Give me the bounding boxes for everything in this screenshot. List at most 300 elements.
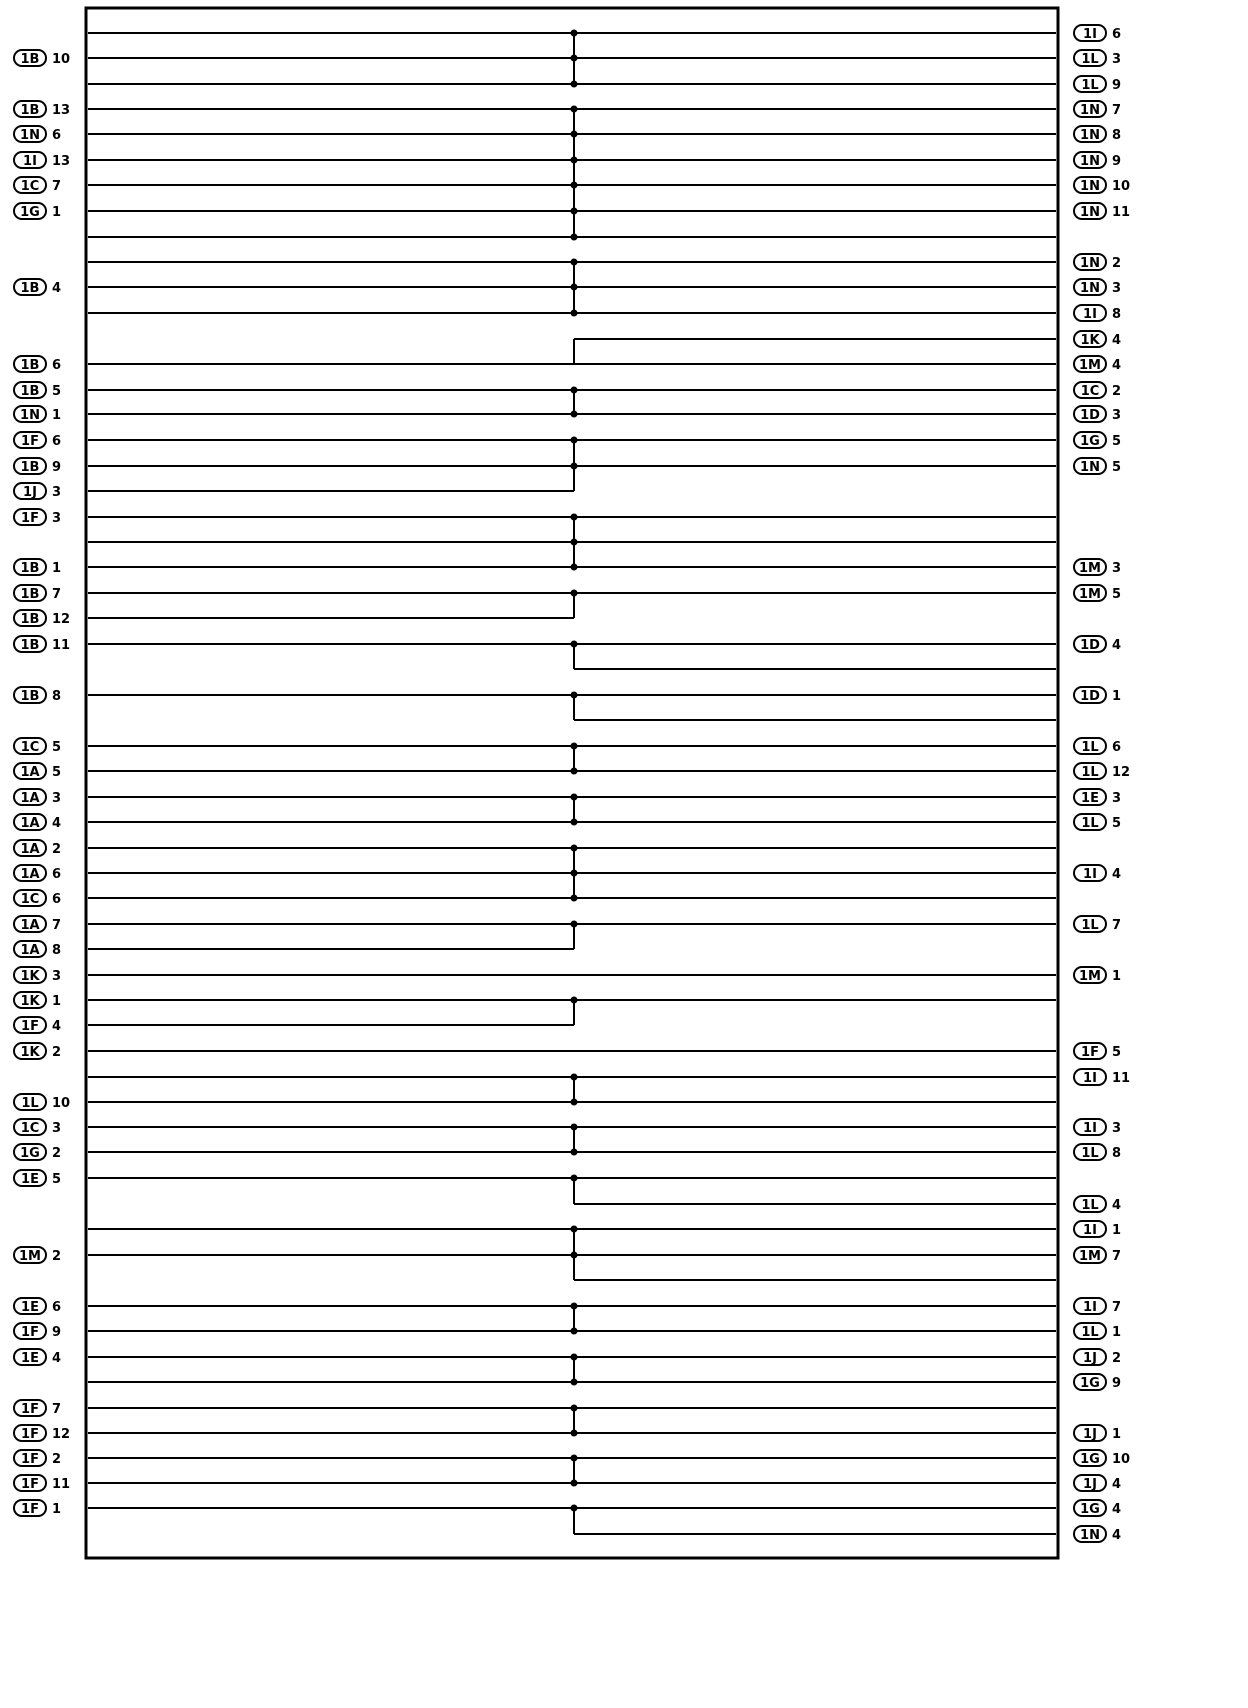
connector-id: 1A xyxy=(20,842,40,857)
pin-number: 7 xyxy=(52,587,62,602)
left-connector-label xyxy=(14,890,61,907)
pin-number: 1 xyxy=(1112,1223,1122,1238)
connector-id: 1G xyxy=(1080,1452,1100,1467)
connector-id: 1I xyxy=(1083,1071,1097,1086)
pin-number: 3 xyxy=(1112,408,1122,423)
junction-dot xyxy=(571,1149,578,1156)
connector-id: 1J xyxy=(23,485,37,500)
pin-number: 2 xyxy=(52,1249,62,1264)
junction-dot xyxy=(571,692,578,699)
connector-id: 1F xyxy=(21,1477,39,1492)
left-connector-label xyxy=(14,483,61,500)
pin-number: 11 xyxy=(1112,205,1131,220)
connector-id: 1F xyxy=(1081,1045,1099,1060)
junction-dot xyxy=(571,157,578,164)
pin-number: 10 xyxy=(1112,1452,1131,1467)
pin-number: 1 xyxy=(52,561,62,576)
pin-number: 4 xyxy=(1112,333,1122,348)
left-connector-label xyxy=(14,1323,61,1340)
left-connector-label xyxy=(14,1017,61,1034)
junction-dot xyxy=(571,310,578,317)
connector-id: 1N xyxy=(20,408,40,423)
connector-id: 1M xyxy=(1079,1249,1101,1264)
pin-number: 5 xyxy=(52,765,62,780)
connector-id: 1K xyxy=(1080,333,1100,348)
right-connector-label xyxy=(1074,1349,1121,1366)
connector-id: 1L xyxy=(1081,78,1099,93)
pin-number: 13 xyxy=(52,154,71,169)
connector-id: 1D xyxy=(1080,638,1100,653)
left-connector-label xyxy=(14,1043,61,1060)
pin-number: 4 xyxy=(1112,358,1122,373)
pin-number: 5 xyxy=(1112,816,1122,831)
connector-id: 1M xyxy=(1079,561,1101,576)
connector-id: 1F xyxy=(21,1325,39,1340)
connector-id: 1C xyxy=(20,892,40,907)
pin-number: 1 xyxy=(52,1502,62,1517)
pin-number: 7 xyxy=(1112,103,1122,118)
junction-dot xyxy=(571,1505,578,1512)
pin-number: 10 xyxy=(52,52,71,67)
pin-number: 4 xyxy=(1112,867,1122,882)
connector-id: 1F xyxy=(21,1427,39,1442)
junction-dot xyxy=(571,1430,578,1437)
connector-id: 1K xyxy=(20,994,40,1009)
left-connector-label xyxy=(14,1475,70,1492)
connector-id: 1E xyxy=(1081,791,1099,806)
pin-number: 8 xyxy=(1112,307,1122,322)
pin-number: 12 xyxy=(52,1427,71,1442)
left-connector-label xyxy=(14,814,61,831)
left-connector-label xyxy=(14,203,61,220)
junction-dot xyxy=(571,1226,578,1233)
pin-number: 6 xyxy=(52,128,62,143)
connector-id: 1L xyxy=(1081,1146,1099,1161)
pin-number: 13 xyxy=(52,103,71,118)
right-connector-label xyxy=(1074,967,1121,984)
connector-id: 1B xyxy=(20,587,40,602)
connector-id: 1M xyxy=(19,1249,41,1264)
junction-dot xyxy=(571,539,578,546)
right-connector-label xyxy=(1074,687,1121,704)
junction-dot xyxy=(571,895,578,902)
right-connector-label xyxy=(1074,1500,1121,1517)
left-connector-labels xyxy=(14,50,70,1517)
junction-dot xyxy=(571,208,578,215)
pin-number: 4 xyxy=(52,1019,62,1034)
pin-number: 5 xyxy=(52,740,62,755)
connector-id: 1C xyxy=(20,179,40,194)
left-connector-label xyxy=(14,840,61,857)
junction-dot xyxy=(571,845,578,852)
junction-dot xyxy=(571,768,578,775)
junction-dot xyxy=(571,1328,578,1335)
connector-id: 1B xyxy=(20,384,40,399)
connector-id: 1L xyxy=(1081,740,1099,755)
left-connector-label xyxy=(14,585,61,602)
connector-id: 1K xyxy=(20,969,40,984)
pin-number: 2 xyxy=(52,1452,62,1467)
right-connector-label xyxy=(1074,50,1121,67)
pin-number: 6 xyxy=(52,434,62,449)
junction-dot xyxy=(571,1480,578,1487)
left-connector-label xyxy=(14,279,61,296)
pin-number: 3 xyxy=(1112,52,1122,67)
left-connector-label xyxy=(14,738,61,755)
junction-dot xyxy=(571,1405,578,1412)
pin-number: 12 xyxy=(52,612,71,627)
connector-id: 1N xyxy=(1080,179,1100,194)
connector-id: 1N xyxy=(1080,128,1100,143)
junction-dot xyxy=(571,259,578,266)
connector-id: 1E xyxy=(21,1300,39,1315)
pin-number: 4 xyxy=(52,281,62,296)
pin-number: 6 xyxy=(52,358,62,373)
connector-id: 1L xyxy=(1081,1198,1099,1213)
pin-number: 6 xyxy=(1112,27,1122,42)
left-connector-label xyxy=(14,967,61,984)
junction-dot xyxy=(571,234,578,241)
pin-number: 5 xyxy=(1112,587,1122,602)
pin-number: 2 xyxy=(52,1146,62,1161)
left-connector-label xyxy=(14,382,61,399)
junction-dot xyxy=(571,1354,578,1361)
right-connector-label xyxy=(1074,738,1121,755)
left-connector-label xyxy=(14,432,61,449)
right-connector-label xyxy=(1074,763,1130,780)
right-connector-label xyxy=(1074,1526,1121,1543)
connector-id: 1F xyxy=(21,511,39,526)
pin-number: 6 xyxy=(52,867,62,882)
junction-dot xyxy=(571,564,578,571)
left-connector-label xyxy=(14,1247,61,1264)
left-connector-label xyxy=(14,763,61,780)
junction-dot xyxy=(571,411,578,418)
pin-number: 4 xyxy=(52,1351,62,1366)
connector-id: 1B xyxy=(20,52,40,67)
pin-number: 11 xyxy=(1112,1071,1131,1086)
left-connector-label xyxy=(14,1094,70,1111)
pin-number: 3 xyxy=(52,791,62,806)
connector-id: 1C xyxy=(20,1121,40,1136)
connector-id: 1N xyxy=(1080,154,1100,169)
left-connector-label xyxy=(14,1349,61,1366)
connector-id: 1L xyxy=(1081,1325,1099,1340)
connector-id: 1J xyxy=(1083,1351,1097,1366)
connector-id: 1B xyxy=(20,281,40,296)
junction-dot xyxy=(571,870,578,877)
pin-number: 3 xyxy=(1112,281,1122,296)
pin-number: 12 xyxy=(1112,765,1131,780)
right-connector-label xyxy=(1074,1374,1121,1391)
pin-number: 3 xyxy=(52,969,62,984)
left-connector-label xyxy=(14,789,61,806)
connector-id: 1B xyxy=(20,561,40,576)
left-connector-label xyxy=(14,1425,70,1442)
pin-number: 1 xyxy=(1112,1427,1122,1442)
pin-number: 1 xyxy=(1112,1325,1122,1340)
pin-number: 2 xyxy=(52,842,62,857)
right-connector-label xyxy=(1074,1298,1121,1315)
connector-id: 1F xyxy=(21,1502,39,1517)
pin-number: 1 xyxy=(52,408,62,423)
connector-id: 1N xyxy=(1080,1528,1100,1543)
connector-id: 1C xyxy=(20,740,40,755)
pin-number: 4 xyxy=(1112,1502,1122,1517)
right-connector-label xyxy=(1074,177,1130,194)
pin-number: 5 xyxy=(1112,460,1122,475)
connector-id: 1G xyxy=(1080,1502,1100,1517)
left-connector-label xyxy=(14,865,61,882)
connector-id: 1A xyxy=(20,791,40,806)
left-connector-label xyxy=(14,941,61,958)
right-connector-label xyxy=(1074,1144,1121,1161)
junction-dot xyxy=(571,1099,578,1106)
right-connector-label xyxy=(1074,1069,1130,1086)
connector-id: 1B xyxy=(20,612,40,627)
connector-id: 1D xyxy=(1080,689,1100,704)
connector-id: 1I xyxy=(1083,867,1097,882)
junction-dot xyxy=(571,997,578,1004)
connector-id: 1B xyxy=(20,689,40,704)
right-connector-label xyxy=(1074,458,1121,475)
left-connector-label xyxy=(14,916,61,933)
connector-id: 1K xyxy=(20,1045,40,1060)
pin-number: 5 xyxy=(1112,434,1122,449)
junction-dot xyxy=(571,463,578,470)
pin-number: 7 xyxy=(52,179,62,194)
connector-id: 1B xyxy=(20,638,40,653)
connector-id: 1A xyxy=(20,765,40,780)
pin-number: 3 xyxy=(52,485,62,500)
junction-dot xyxy=(571,794,578,801)
connector-id: 1G xyxy=(20,205,40,220)
right-connector-label xyxy=(1074,25,1121,42)
junction-dot xyxy=(571,1074,578,1081)
connector-id: 1L xyxy=(1081,765,1099,780)
junction-dot xyxy=(571,514,578,521)
left-connector-label xyxy=(14,509,61,526)
connector-id: 1N xyxy=(1080,205,1100,220)
pin-number: 7 xyxy=(1112,918,1122,933)
junction-dot xyxy=(571,81,578,88)
connector-id: 1N xyxy=(1080,460,1100,475)
junction-dot xyxy=(571,590,578,597)
left-connector-label xyxy=(14,610,70,627)
left-connector-label xyxy=(14,1170,61,1187)
pin-number: 9 xyxy=(1112,78,1122,93)
right-connector-label xyxy=(1074,279,1121,296)
connector-id: 1N xyxy=(20,128,40,143)
pin-number: 5 xyxy=(1112,1045,1122,1060)
left-connector-label xyxy=(14,406,61,423)
connector-id: 1E xyxy=(21,1172,39,1187)
connector-id: 1G xyxy=(1080,434,1100,449)
junction-dot xyxy=(571,30,578,37)
left-connector-label xyxy=(14,177,61,194)
pin-number: 5 xyxy=(52,1172,62,1187)
connector-id: 1I xyxy=(23,154,37,169)
junction-dot xyxy=(571,1379,578,1386)
connector-id: 1I xyxy=(1083,1121,1097,1136)
left-connector-label xyxy=(14,636,70,653)
right-connector-label xyxy=(1074,865,1121,882)
pin-number: 2 xyxy=(1112,1351,1122,1366)
left-connector-label xyxy=(14,152,70,169)
left-connector-label xyxy=(14,458,61,475)
connector-id: 1L xyxy=(1081,918,1099,933)
pin-number: 4 xyxy=(1112,1198,1122,1213)
connector-id: 1G xyxy=(20,1146,40,1161)
pin-number: 7 xyxy=(1112,1300,1122,1315)
connector-id: 1J xyxy=(1083,1477,1097,1492)
right-connector-label xyxy=(1074,1196,1121,1213)
right-connector-label xyxy=(1074,1247,1121,1264)
left-connector-label xyxy=(14,1500,61,1517)
right-connector-label xyxy=(1074,1425,1121,1442)
pin-number: 6 xyxy=(52,892,62,907)
junction-dot xyxy=(571,437,578,444)
junction-dot xyxy=(571,284,578,291)
pin-number: 7 xyxy=(1112,1249,1122,1264)
right-connector-label xyxy=(1074,305,1121,322)
junction-dot xyxy=(571,1455,578,1462)
pin-number: 3 xyxy=(52,1121,62,1136)
connector-id: 1N xyxy=(1080,281,1100,296)
pin-number: 8 xyxy=(1112,1146,1122,1161)
diagram-frame xyxy=(86,8,1058,1558)
right-connector-label xyxy=(1074,1475,1121,1492)
pin-number: 2 xyxy=(1112,384,1122,399)
right-connector-label xyxy=(1074,1450,1130,1467)
pin-number: 8 xyxy=(52,689,62,704)
pin-number: 3 xyxy=(52,511,62,526)
junction-dot xyxy=(571,387,578,394)
connector-id: 1I xyxy=(1083,1223,1097,1238)
pin-number: 1 xyxy=(1112,689,1122,704)
pin-number: 2 xyxy=(52,1045,62,1060)
pin-number: 6 xyxy=(1112,740,1122,755)
pin-number: 2 xyxy=(1112,256,1122,271)
connector-id: 1I xyxy=(1083,27,1097,42)
junction-dot xyxy=(571,641,578,648)
connector-id: 1C xyxy=(1080,384,1100,399)
right-connector-label xyxy=(1074,406,1121,423)
right-connector-label xyxy=(1074,1043,1121,1060)
junction-dot xyxy=(571,182,578,189)
connector-id: 1A xyxy=(20,943,40,958)
left-connector-label xyxy=(14,1400,61,1417)
right-connector-label xyxy=(1074,814,1121,831)
connector-id: 1F xyxy=(21,1402,39,1417)
pin-number: 9 xyxy=(1112,154,1122,169)
right-connector-label xyxy=(1074,101,1121,118)
right-connector-label xyxy=(1074,356,1121,373)
pin-number: 7 xyxy=(52,1402,62,1417)
connector-id: 1E xyxy=(21,1351,39,1366)
pin-number: 9 xyxy=(52,460,62,475)
connector-id: 1F xyxy=(21,1019,39,1034)
connector-id: 1B xyxy=(20,460,40,475)
pin-number: 5 xyxy=(52,384,62,399)
junction-group xyxy=(571,30,578,1512)
right-connector-label xyxy=(1074,916,1121,933)
right-connector-label xyxy=(1074,1221,1121,1238)
pin-number: 11 xyxy=(52,1477,71,1492)
left-connector-label xyxy=(14,126,61,143)
connector-id: 1M xyxy=(1079,358,1101,373)
connector-id: 1I xyxy=(1083,1300,1097,1315)
pin-number: 9 xyxy=(1112,1376,1122,1391)
connector-id: 1D xyxy=(1080,408,1100,423)
pin-number: 8 xyxy=(52,943,62,958)
right-connector-label xyxy=(1074,789,1121,806)
pin-number: 8 xyxy=(1112,128,1122,143)
connector-id: 1F xyxy=(21,434,39,449)
connector-id: 1I xyxy=(1083,307,1097,322)
pin-number: 3 xyxy=(1112,1121,1122,1136)
pin-number: 1 xyxy=(52,994,62,1009)
pin-number: 4 xyxy=(1112,638,1122,653)
pin-number: 4 xyxy=(1112,1528,1122,1543)
right-connector-label xyxy=(1074,559,1121,576)
right-connector-label xyxy=(1074,331,1121,348)
connector-id: 1A xyxy=(20,918,40,933)
junction-dot xyxy=(571,1175,578,1182)
junction-dot xyxy=(571,819,578,826)
right-connector-label xyxy=(1074,203,1130,220)
pin-number: 4 xyxy=(1112,1477,1122,1492)
connector-id: 1L xyxy=(21,1096,39,1111)
junction-dot xyxy=(571,131,578,138)
connector-id: 1M xyxy=(1079,587,1101,602)
right-connector-label xyxy=(1074,432,1121,449)
pin-number: 1 xyxy=(1112,969,1122,984)
left-connector-label xyxy=(14,101,70,118)
pin-number: 10 xyxy=(1112,179,1131,194)
junction-dot xyxy=(571,1252,578,1259)
connector-id: 1B xyxy=(20,358,40,373)
left-connector-label xyxy=(14,356,61,373)
connector-id: 1L xyxy=(1081,816,1099,831)
junction-dot xyxy=(571,55,578,62)
left-connector-label xyxy=(14,1119,61,1136)
connector-id: 1G xyxy=(1080,1376,1100,1391)
left-connector-label xyxy=(14,1144,61,1161)
pin-number: 7 xyxy=(52,918,62,933)
pin-number: 4 xyxy=(52,816,62,831)
left-connector-label xyxy=(14,687,61,704)
connector-id: 1N xyxy=(1080,103,1100,118)
left-connector-label xyxy=(14,1450,61,1467)
junction-dot xyxy=(571,1124,578,1131)
connector-id: 1F xyxy=(21,1452,39,1467)
connector-id: 1A xyxy=(20,816,40,831)
right-connector-label xyxy=(1074,126,1121,143)
connector-id: 1B xyxy=(20,103,40,118)
pin-number: 9 xyxy=(52,1325,62,1340)
pin-number: 11 xyxy=(52,638,71,653)
junction-dot xyxy=(571,921,578,928)
right-connector-label xyxy=(1074,152,1121,169)
left-connector-label xyxy=(14,559,61,576)
pin-number: 3 xyxy=(1112,791,1122,806)
connector-id: 1M xyxy=(1079,969,1101,984)
right-connector-label xyxy=(1074,76,1121,93)
connector-id: 1N xyxy=(1080,256,1100,271)
right-connector-label xyxy=(1074,636,1121,653)
left-connector-label xyxy=(14,1298,61,1315)
